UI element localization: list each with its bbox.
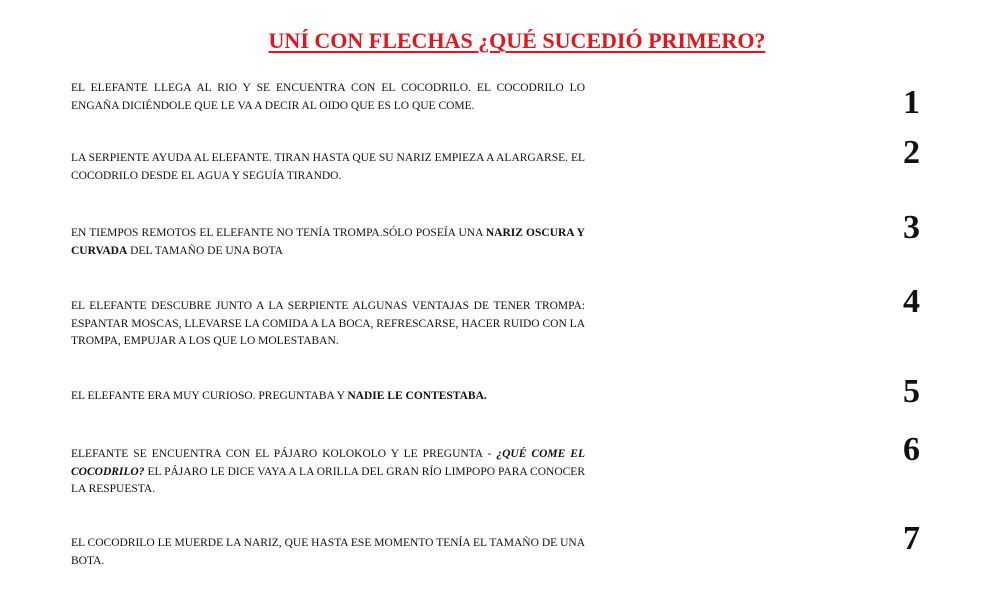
paragraph-text: ELEFANTE SE ENCUENTRA CON EL PÁJARO KOLOKOLO Y LE PREGUNTA - bbox=[71, 448, 497, 460]
story-paragraph-6 bbox=[71, 446, 585, 499]
story-paragraph-4 bbox=[71, 298, 585, 351]
order-number-5: 5 bbox=[903, 373, 920, 410]
paragraph-bold-italic-text: ¿QUÉ COME EL COCODRILO? bbox=[71, 448, 585, 478]
paragraph-text: EN TIEMPOS REMOTOS EL ELEFANTE NO TENÍA TROMPA.SÓLO POSEÍA UNA bbox=[71, 227, 486, 239]
paragraph-text: EL ELEFANTE ERA MUY CURIOSO. PREGUNTABA Y bbox=[71, 390, 348, 402]
order-number-1: 1 bbox=[903, 84, 920, 121]
story-paragraph-2 bbox=[71, 150, 585, 185]
story-paragraph-3 bbox=[71, 225, 585, 260]
paragraph-text: LA SERPIENTE AYUDA AL ELEFANTE. TIRAN HASTA QUE SU NARIZ EMPIEZA A ALARGARSE. EL COCODRILO DESDE EL AGUA Y SEGUÍA TIRANDO. bbox=[71, 152, 585, 182]
paragraph-text: EL PÁJARO LE DICE VAYA A LA ORILLA DEL GRAN RÍO LIMPOPO PARA CONOCER LA RESPUESTA. bbox=[71, 465, 585, 495]
order-number-6: 6 bbox=[903, 431, 920, 468]
story-paragraph-5 bbox=[71, 388, 585, 406]
order-number-3: 3 bbox=[903, 209, 920, 246]
story-paragraph-1 bbox=[71, 80, 585, 115]
paragraph-text: EL COCODRILO LE MUERDE LA NARIZ, QUE HASTA ESE MOMENTO TENÍA EL TAMAÑO DE UNA BOTA. bbox=[71, 537, 585, 567]
page-title: UNÍ CON FLECHAS ¿QUÉ SUCEDIÓ PRIMERO? bbox=[268, 28, 766, 53]
paragraph-text: EL ELEFANTE LLEGA AL RIO Y SE ENCUENTRA CON EL COCODRILO. EL COCODRILO LO ENGAÑA DICIÉNDOLE QUE LE VA A DECIR AL OIDO QUE ES LO QUE COME. bbox=[71, 82, 585, 112]
story-paragraph-7 bbox=[71, 535, 585, 570]
order-number-2: 2 bbox=[903, 134, 920, 171]
order-number-7: 7 bbox=[903, 520, 920, 557]
paragraph-bold-text: NARIZ OSCURA Y CURVADA bbox=[71, 227, 585, 257]
paragraph-bold-text: NADIE LE CONTESTABA. bbox=[347, 390, 487, 402]
paragraph-text: EL ELEFANTE DESCUBRE JUNTO A LA SERPIENTE ALGUNAS VENTAJAS DE TENER TROMPA: ESPANTAR MOSCAS, LLEVARSE LA COMIDA A LA BOCA, REFRESCARSE, HACER RUIDO CON LA TROMPA, EMPUJAR A LOS QUE LO MOLESTABAN. bbox=[71, 300, 585, 347]
order-number-4: 4 bbox=[903, 283, 920, 320]
paragraph-text: DEL TAMAÑO DE UNA BOTA bbox=[127, 244, 283, 257]
